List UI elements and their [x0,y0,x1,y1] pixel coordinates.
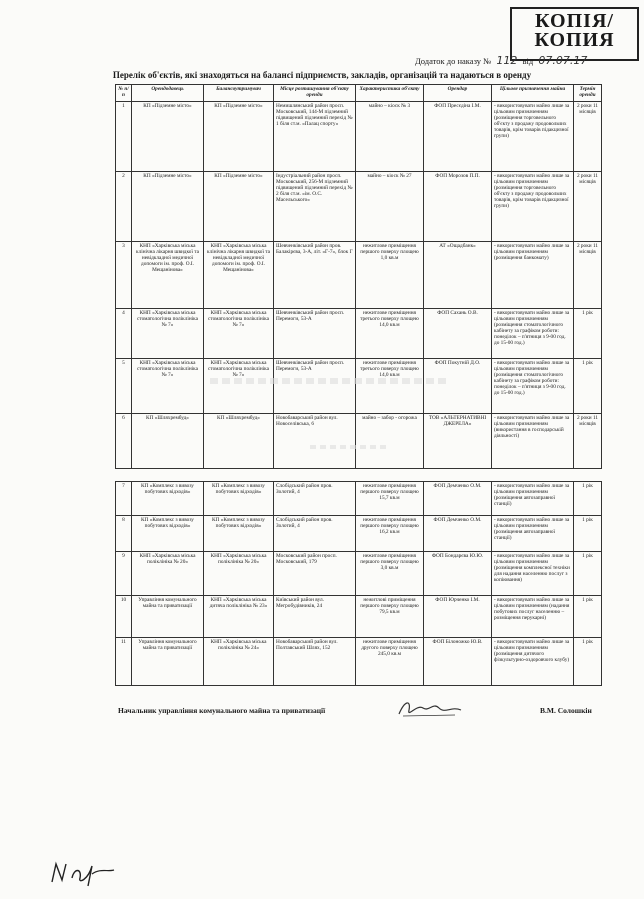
objects-table-part-1 [115,84,602,469]
cell-lessor: КП «Підземне місто» [132,102,204,172]
cell-balance-holder: КП «Підземне місто» [204,102,274,172]
objects-table-part-2 [115,481,602,686]
cell-purpose: - використовувати майно лише за цільовим призначенням (розміщення торговельного об'єкту з продажу продовольчих товарів, крім товарів підакцизної групи) [492,172,574,242]
cell-balance-holder: КНП «Харківська міська поліклініка № 24» [204,638,274,686]
table-row [116,359,602,414]
cell-lessor: Управління комунального майна та приватизації [132,638,204,686]
cell-lessor: КНП «Харківська міська поліклініка № 20» [132,552,204,596]
handwritten-signature [395,696,465,720]
handwritten-initials [48,858,118,888]
cell-tenant: ТОВ «АЛЬТЕРНАТИВНІ ДЖЕРЕЛА» [424,414,492,469]
table-row [116,552,602,596]
cell-characteristics: майно – забор - огорожа [356,414,424,469]
cell-term: 1 рік [574,359,602,414]
cell-number: 11 [116,638,132,686]
column-header-term: Термін оренди [574,85,602,102]
cell-lessor: КНП «Харківська міська стоматологічна поліклініка № 7» [132,309,204,359]
cell-lessor: КНП «Харківська міська стоматологічна поліклініка № 7» [132,359,204,414]
cell-tenant: ФОП Пресєдіна І.М. [424,102,492,172]
cell-tenant: ФОП Морозов П.П. [424,172,492,242]
cell-location: Шевченківський район просп. Перемоги, 53-А [274,309,356,359]
annex-prefix: Додаток до наказу № [415,56,492,66]
cell-tenant: ФОП Демченко О.М. [424,482,492,516]
cell-location: Шевченківський район пров. Балакірєва, 3-А, літ. «Г-7», блок Г [274,242,356,309]
order-date: 07.07.17 [538,54,588,67]
table-row [116,172,602,242]
table-body-part-1 [116,102,602,469]
table-row [116,596,602,638]
document-title: Перелік об'єктів, які знаходяться на балансі підприємств, закладів, організацій та надаються в оренду [112,70,532,80]
copy-stamp [510,7,639,61]
cell-lessor: КП «Комплекс з вивозу побутових відходів» [132,482,204,516]
cell-location: Слобідський район пров. Золотий, 4 [274,516,356,552]
cell-balance-holder: КНП «Харківська міська стоматологічна поліклініка № 7» [204,359,274,414]
cell-term: 1 рік [574,552,602,596]
cell-lessor: КП «Комплекс з вивозу побутових відходів» [132,516,204,552]
cell-lessor: КНП «Харківська міська клінічна лікарня швидкої та невідкладної медичної допомоги ім. проф. О.І. Мещанінова» [132,242,204,309]
cell-number: 5 [116,359,132,414]
annex-mid: від [522,56,534,66]
cell-location: Московський район просп. Московський, 179 [274,552,356,596]
cell-lessor: Управління комунального майна та приватизації [132,596,204,638]
cell-balance-holder: КНП «Харківська міська клінічна лікарня швидкої та невідкладної медичної допомоги ім. проф. О.І. Мещанінова» [204,242,274,309]
cell-term: 2 роки 11 місяців [574,414,602,469]
signatory-position: Начальник управління комунального майна та приватизації [118,706,326,715]
cell-tenant: ФОП Білоножко Ю.В. [424,638,492,686]
cell-number: 6 [116,414,132,469]
cell-tenant: ФОП Сахань О.В. [424,309,492,359]
cell-balance-holder: КНП «Харківська міська дитяча поліклініка № 23» [204,596,274,638]
order-number: 112 [496,54,518,67]
cell-tenant: ФОП Демченко О.М. [424,516,492,552]
cell-balance-holder: КНП «Харківська міська поліклініка № 20» [204,552,274,596]
cell-term: 2 роки 11 місяців [574,102,602,172]
column-header-tenant: Орендар [424,85,492,102]
cell-purpose: - використовувати майно лише за цільовим призначенням (розміщення стоматологічного кабінету за графіком роботи: понеділок – п'ятниця з 9-00 год. до 15-00 год.) [492,309,574,359]
cell-purpose: - використовувати майно лише за цільовим призначенням (надання побутових послуг населенню – розміщення перукарні) [492,596,574,638]
cell-term: 1 рік [574,516,602,552]
cell-location: Київський район вул. Мегробудівників, 24 [274,596,356,638]
table-row [116,638,602,686]
cell-characteristics: нежитлове приміщення третього поверху площею 14,0 кв.м [356,359,424,414]
cell-balance-holder: КП «Підземне місто» [204,172,274,242]
column-header-lessor: Орендодавець [132,85,204,102]
cell-location: Індустріальний район просп. Московський, 256-М підземний підвищений підземний перехід № 2 біля ст.м. «ім. О.С. Масельського» [274,172,356,242]
cell-purpose: - використовувати майно лише за цільовим призначенням (розміщення автозаправної станції) [492,482,574,516]
cell-number: 1 [116,102,132,172]
cell-lessor: КП «Шляхрембуд» [132,414,204,469]
cell-number: 3 [116,242,132,309]
cell-location: Новобаварський район вул. Полтавський Шлях, 152 [274,638,356,686]
cell-characteristics: майно – кіоск № 27 [356,172,424,242]
cell-location: Шевченківський район просп. Перемоги, 53-А [274,359,356,414]
table-header-row [116,85,602,102]
cell-term: 1 рік [574,309,602,359]
column-header-number: № п/п [116,85,132,102]
cell-characteristics: нежитлове приміщення першого поверху площею 1,0 кв.м [356,242,424,309]
faded-text-line [310,445,390,449]
cell-number: 9 [116,552,132,596]
stamp-line-2: КОПИЯ [534,29,615,51]
cell-term: 2 роки 11 місяців [574,172,602,242]
cell-characteristics: нежитлове приміщення другого поверху площею 245,0 кв.м [356,638,424,686]
stamp-line-1: КОПІЯ/ [535,10,614,32]
cell-characteristics: нежитлові приміщення першого поверху площею 79,5 кв.м [356,596,424,638]
cell-term: 1 рік [574,482,602,516]
cell-purpose: - використовувати майно лише за цільовим призначенням (розміщення банкомату) [492,242,574,309]
cell-term: 1 рік [574,638,602,686]
cell-balance-holder: КП «Шляхрембуд» [204,414,274,469]
annex-reference [415,54,590,67]
column-header-characteristics: Характеристика об'єкту [356,85,424,102]
cell-characteristics: нежитлове приміщення першого поверху площею 16,2 кв.м [356,516,424,552]
cell-tenant: ФОП Бондарєва Ю.Ю. [424,552,492,596]
cell-number: 10 [116,596,132,638]
cell-characteristics: майно – кіоск № 3 [356,102,424,172]
cell-location: Новобаварський район вул. Новоселівська, 6 [274,414,356,469]
cell-characteristics: нежитлове приміщення першого поверху площею 15,7 кв.м [356,482,424,516]
cell-number: 8 [116,516,132,552]
cell-balance-holder: КНП «Харківська міська стоматологічна поліклініка № 7» [204,309,274,359]
cell-term: 1 рік [574,596,602,638]
table-row [116,102,602,172]
cell-location: Немишлянський район просп. Московський, 144-М підземний підвищений підземний перехід № 1 біля ст.м. «Палац спорту» [274,102,356,172]
cell-tenant: АТ «Ощадбанк» [424,242,492,309]
cell-purpose: - використовувати майно лише за цільовим призначенням (використання в господарській діяльності) [492,414,574,469]
column-header-location: Місце розташування об'єкту оренди [274,85,356,102]
cell-purpose: - використовувати майно лише за цільовим призначенням (розміщення дитячого фізкультурно-оздоровчого клубу) [492,638,574,686]
cell-number: 7 [116,482,132,516]
cell-number: 4 [116,309,132,359]
cell-balance-holder: КП «Комплекс з вивозу побутових відходів» [204,516,274,552]
cell-lessor: КП «Підземне місто» [132,172,204,242]
cell-characteristics: нежитлове приміщення третього поверху площею 14,0 кв.м [356,309,424,359]
table-row [116,309,602,359]
cell-purpose: - використовувати майно лише за цільовим призначенням (розміщення стоматологічного кабінету за графіком роботи: понеділок – п'ятниця з 9-00 год. до 15-00 год.) [492,359,574,414]
faded-text-line [210,378,450,384]
cell-purpose: - використовувати майно лише за цільовим призначенням (розміщення торговельного об'єкту з продажу продовольчих товарів, крім товарів підакцизної групи) [492,102,574,172]
cell-location: Слобідський район пров. Золотий, 4 [274,482,356,516]
cell-term: 2 роки 11 місяців [574,242,602,309]
cell-balance-holder: КП «Комплекс з вивозу побутових відходів» [204,482,274,516]
table-row [116,482,602,516]
table-row [116,242,602,309]
cell-tenant: ФОП Юрченко І.М. [424,596,492,638]
table-row [116,516,602,552]
column-header-balance-holder: Балансоутримувач [204,85,274,102]
cell-characteristics: нежитлове приміщення першого поверху площею 3,0 кв.м [356,552,424,596]
table-row [116,414,602,469]
signatory-name: В.М. Солошкін [540,706,592,715]
table-body-part-2 [116,482,602,686]
column-header-purpose: Цільове призначення майна [492,85,574,102]
cell-purpose: - використовувати майно лише за цільовим призначенням (розміщення комплексної техніки для надання населенню послуг з копіювання) [492,552,574,596]
cell-number: 2 [116,172,132,242]
cell-purpose: - використовувати майно лише за цільовим призначенням (розміщення автозаправної станції) [492,516,574,552]
cell-tenant: ФОП Покутній Д.О. [424,359,492,414]
